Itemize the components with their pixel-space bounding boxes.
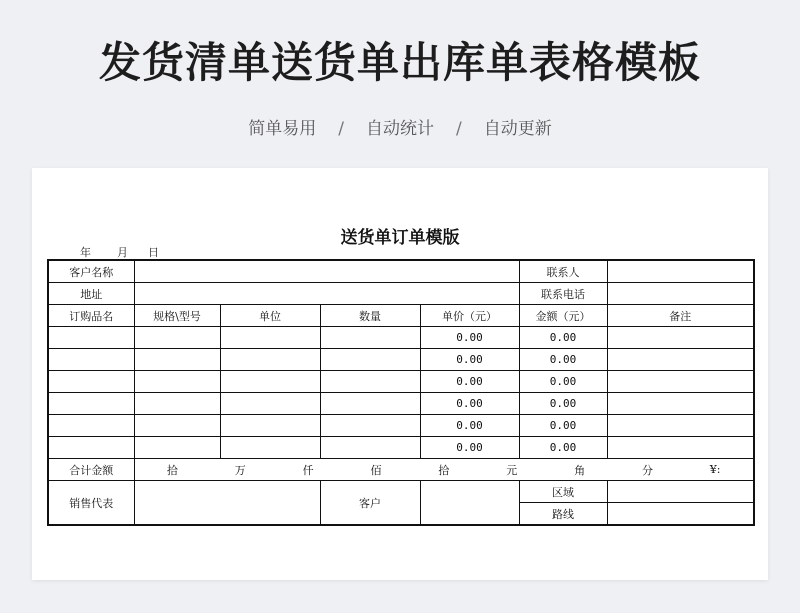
address-label: 地址: [48, 283, 134, 305]
date-month-label: 月: [117, 246, 128, 259]
region-label: 区域: [519, 481, 607, 503]
route-label: 路线: [519, 503, 607, 526]
amount-cell[interactable]: 0.00: [519, 371, 607, 393]
col-amount: 金额（元）: [519, 305, 607, 327]
col-spec-model: 规格\型号: [134, 305, 220, 327]
quantity-cell[interactable]: [320, 371, 420, 393]
remarks-cell[interactable]: [607, 415, 754, 437]
table-row: [48, 371, 754, 393]
form-title: 送货单订单模版: [340, 228, 460, 248]
unit-ten-thousand: 万: [234, 463, 246, 477]
address-cell[interactable]: [134, 283, 519, 305]
spec-cell[interactable]: [134, 393, 220, 415]
remarks-cell[interactable]: [607, 327, 754, 349]
customer-sign-label: 客户: [320, 481, 420, 526]
unit-price-cell[interactable]: 0.00: [420, 327, 519, 349]
amount-cell[interactable]: 0.00: [519, 437, 607, 459]
unit-price-cell[interactable]: 0.00: [420, 437, 519, 459]
unit-price-cell[interactable]: 0.00: [420, 393, 519, 415]
unit-cell[interactable]: [220, 437, 320, 459]
feature-easy: 简单易用: [248, 119, 317, 139]
total-amount-cell[interactable]: [134, 459, 754, 481]
route-cell[interactable]: [607, 503, 754, 526]
unit-fen: 分: [641, 463, 653, 477]
unit-thousand: 仟: [302, 463, 314, 477]
customer-row: [48, 260, 754, 283]
total-row: [48, 459, 754, 481]
quantity-cell[interactable]: [320, 349, 420, 371]
sales-rep-label: 销售代表: [48, 481, 134, 526]
region-cell[interactable]: [607, 481, 754, 503]
total-amount-label: 合计金额: [48, 459, 134, 481]
quantity-cell[interactable]: [320, 327, 420, 349]
unit-cell[interactable]: [220, 349, 320, 371]
unit-jiao: 角: [574, 463, 586, 477]
unit-price-cell[interactable]: 0.00: [420, 415, 519, 437]
customer-name-cell[interactable]: [134, 260, 519, 283]
unit-yuan: 元: [506, 463, 518, 477]
spreadsheet-sheet: [32, 168, 768, 580]
remarks-cell[interactable]: [607, 349, 754, 371]
feature-subtitle: [0, 114, 800, 139]
feature-auto-stats: 自动统计: [366, 119, 434, 139]
amount-cell[interactable]: 0.00: [519, 327, 607, 349]
table-row: [48, 349, 754, 371]
page-title: 发货清单送货单出库单表格模板: [98, 38, 701, 87]
quantity-cell[interactable]: [320, 393, 420, 415]
product-name-cell[interactable]: [48, 327, 134, 349]
product-name-cell[interactable]: [48, 437, 134, 459]
feature-auto-update: 自动更新: [483, 119, 552, 139]
table-row: [48, 415, 754, 437]
unit-ten-thousand-tens: 拾: [166, 463, 178, 477]
spec-cell[interactable]: [134, 437, 220, 459]
table-row: [48, 327, 754, 349]
unit-ten: 拾: [438, 463, 450, 477]
sales-rep-cell[interactable]: [134, 481, 320, 526]
table-row: [48, 393, 754, 415]
delivery-note-table: [47, 259, 755, 526]
col-unit: 单位: [220, 305, 320, 327]
quantity-cell[interactable]: [320, 415, 420, 437]
amount-cell[interactable]: 0.00: [519, 349, 607, 371]
col-quantity: 数量: [320, 305, 420, 327]
product-name-cell[interactable]: [48, 415, 134, 437]
product-name-cell[interactable]: [48, 349, 134, 371]
date-day-label: 日: [148, 246, 159, 259]
unit-hundred: 佰: [370, 463, 382, 477]
quantity-cell[interactable]: [320, 437, 420, 459]
unit-price-cell[interactable]: 0.00: [420, 371, 519, 393]
product-name-cell[interactable]: [48, 393, 134, 415]
separator: /: [338, 119, 344, 139]
product-name-cell[interactable]: [48, 371, 134, 393]
col-unit-price: 单价（元）: [420, 305, 519, 327]
unit-cell[interactable]: [220, 327, 320, 349]
phone-label: 联系电话: [519, 283, 607, 305]
unit-cell[interactable]: [220, 415, 320, 437]
contact-cell[interactable]: [607, 260, 754, 283]
unit-price-cell[interactable]: 0.00: [420, 349, 519, 371]
separator: /: [456, 119, 462, 139]
remarks-cell[interactable]: [607, 393, 754, 415]
total-units: [135, 462, 754, 478]
contact-label: 联系人: [519, 260, 607, 283]
unit-cell[interactable]: [220, 393, 320, 415]
customer-name-label: 客户名称: [48, 260, 134, 283]
amount-cell[interactable]: 0.00: [519, 415, 607, 437]
spec-cell[interactable]: [134, 371, 220, 393]
address-row: [48, 283, 754, 305]
spec-cell[interactable]: [134, 327, 220, 349]
unit-cell[interactable]: [220, 371, 320, 393]
remarks-cell[interactable]: [607, 371, 754, 393]
date-year-label: 年: [80, 246, 91, 259]
unit-yen-sign: ¥:: [709, 463, 721, 476]
phone-cell[interactable]: [607, 283, 754, 305]
remarks-cell[interactable]: [607, 437, 754, 459]
table-row: [48, 437, 754, 459]
amount-cell[interactable]: 0.00: [519, 393, 607, 415]
footer-row-region: [48, 481, 754, 503]
col-product-name: 订购品名: [48, 305, 134, 327]
column-header-row: [48, 305, 754, 327]
spec-cell[interactable]: [134, 415, 220, 437]
date-row: [80, 244, 159, 260]
customer-sign-cell[interactable]: [420, 481, 519, 526]
spec-cell[interactable]: [134, 349, 220, 371]
col-remarks: 备注: [607, 305, 754, 327]
